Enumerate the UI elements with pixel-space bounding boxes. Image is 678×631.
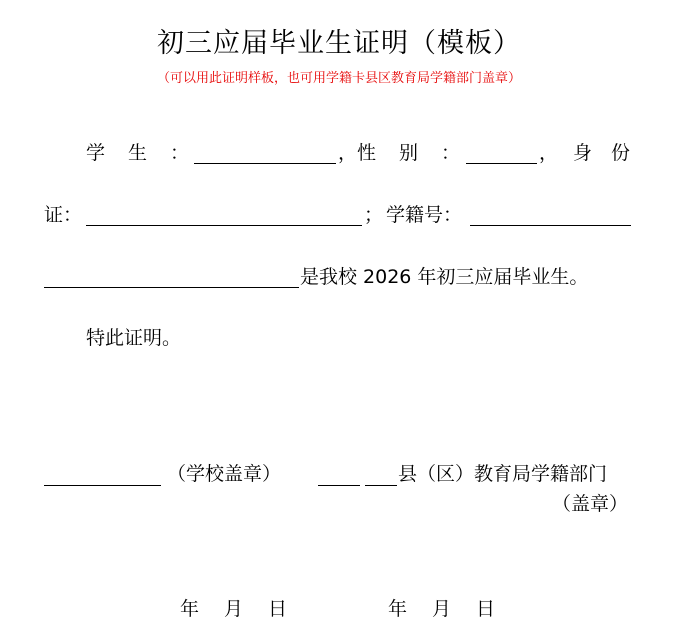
county-name-blank[interactable] — [318, 485, 360, 486]
comma-separator: ， — [338, 142, 358, 164]
school-seal-label: （学校盖章） — [167, 463, 282, 485]
graduate-statement: 是我校 2026 年初三应届毕业生。 — [300, 266, 589, 288]
student-label: 学 生 ： — [86, 142, 192, 164]
school-date: 年 月 日 — [180, 598, 291, 620]
id-number-blank[interactable] — [86, 225, 362, 226]
conclusion-text: 特此证明。 — [86, 327, 182, 349]
comma-separator: ， — [539, 142, 559, 164]
school-seal-blank[interactable] — [44, 485, 161, 486]
student-name-blank[interactable] — [194, 163, 336, 164]
id-card-label-continued: 证： — [44, 204, 83, 226]
semicolon-separator: ； — [364, 204, 384, 226]
gender-label: 性 别 ： — [357, 142, 463, 164]
district-name-blank[interactable] — [365, 485, 397, 486]
gender-blank[interactable] — [466, 163, 537, 164]
id-card-label: 身 份 — [573, 142, 631, 164]
student-no-label: 学籍号： — [386, 204, 463, 226]
student-no-blank[interactable] — [470, 225, 631, 226]
document-title: 初三应届毕业生证明（模板） — [157, 28, 521, 59]
county-dept-label: 县（区）教育局学籍部门 — [398, 463, 608, 485]
document-subtitle: （可以用此证明样板，也可用学籍卡县区教育局学籍部门盖章） — [156, 71, 521, 86]
county-seal-label: （盖章） — [552, 493, 629, 515]
student-no-blank-continued[interactable] — [44, 287, 299, 288]
county-date: 年 月 日 — [388, 598, 499, 620]
